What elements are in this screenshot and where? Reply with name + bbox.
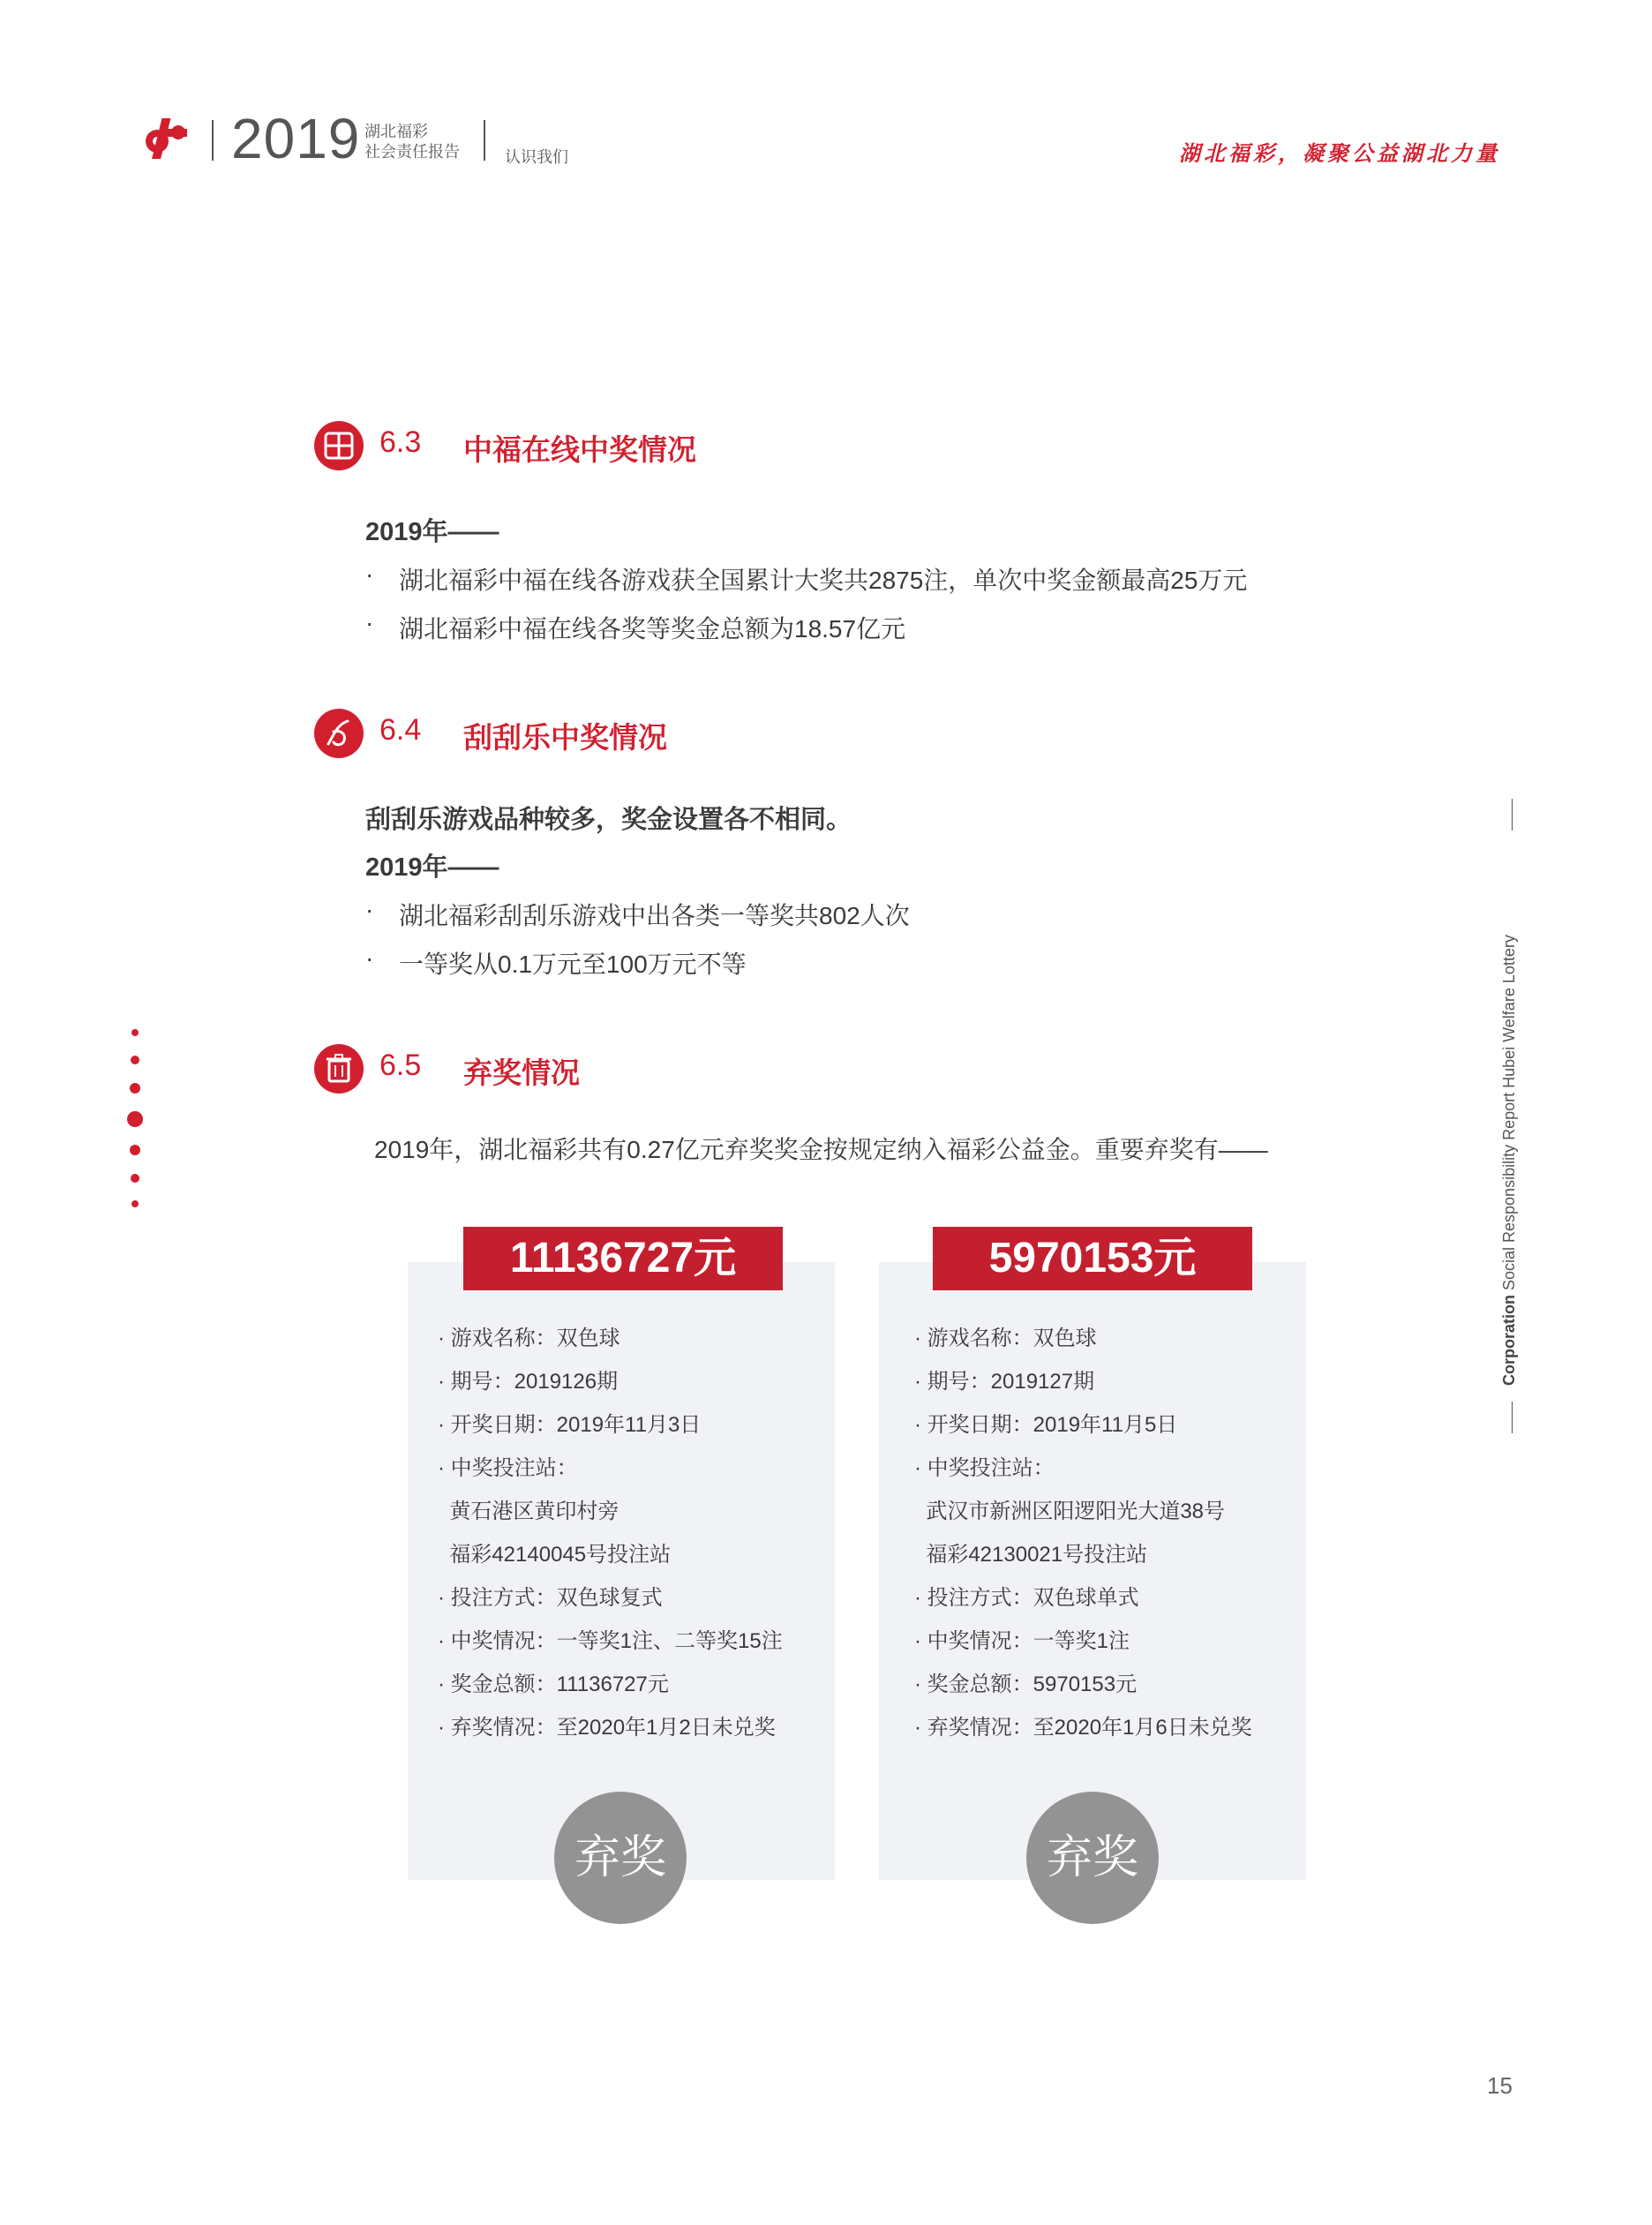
bullet-text: 湖北福彩中福在线各奖等奖金总额为18.57亿元 xyxy=(399,615,906,643)
side-label-rest: Social Responsibility Report Hubei Welfare Lottery xyxy=(1500,935,1518,1295)
card-line: · 开奖日期：2019年11月5日 xyxy=(914,1413,1178,1437)
abandon-summary: 2019年，湖北福彩共有0.27亿元弃奖奖金按规定纳入福彩公益金。重要弃奖有—— xyxy=(374,1136,1268,1163)
bullet-dot: · xyxy=(365,609,374,636)
abandoned-badge: 弃奖 xyxy=(554,1792,687,1924)
decorative-dot xyxy=(131,1200,139,1207)
trash-can-icon xyxy=(314,1044,364,1094)
decorative-dot xyxy=(131,1174,139,1183)
fortune-symbol-icon xyxy=(314,709,364,758)
abandoned-prize-card xyxy=(879,1262,1306,1880)
card-line: · 中奖情况：一等奖1注 xyxy=(914,1629,1130,1653)
card-line: 武汉市新洲区阳逻阳光大道38号 xyxy=(914,1500,1226,1523)
report-subtitle-line1: 湖北福彩 xyxy=(364,123,428,140)
side-rule xyxy=(1512,1402,1513,1433)
header-slogan: 湖北福彩，凝聚公益湖北力量 xyxy=(1179,142,1500,166)
card-line: 福彩42140045号投注站 xyxy=(438,1543,672,1567)
section-number: 6.3 xyxy=(379,425,422,459)
section-title: 弃奖情况 xyxy=(463,1056,580,1089)
card-line: · 投注方式：双色球复式 xyxy=(438,1586,663,1610)
card-line: · 开奖日期：2019年11月3日 xyxy=(438,1413,702,1437)
prize-amount: 5970153元 xyxy=(933,1227,1252,1290)
section-lead: 刮刮乐游戏品种较多，奖金设置各不相同。 xyxy=(365,806,852,834)
card-line: · 奖金总额：11136727元 xyxy=(438,1673,669,1696)
section-title: 刮刮乐中奖情况 xyxy=(463,721,667,754)
bullet-dot: · xyxy=(365,944,374,972)
section-number: 6.5 xyxy=(379,1049,422,1082)
abandoned-badge: 弃奖 xyxy=(1026,1792,1159,1924)
card-line: · 游戏名称：双色球 xyxy=(914,1327,1097,1350)
side-label-bold: Corporation xyxy=(1500,1295,1518,1386)
card-line: 福彩42130021号投注站 xyxy=(914,1543,1148,1567)
bullet-text: 湖北福彩中福在线各游戏获全国累计大奖共2875注，单次中奖金额最高25万元 xyxy=(399,567,1248,594)
chapter-name: 认识我们 xyxy=(505,148,568,166)
bullet-text: 一等奖从0.1万元至100万元不等 xyxy=(399,951,747,978)
welfare-lottery-logo xyxy=(139,117,189,161)
bullet-text: 湖北福彩刮刮乐游戏中出各类一等奖共802人次 xyxy=(399,902,910,929)
section-number: 6.4 xyxy=(379,713,422,747)
card-line: · 中奖投注站： xyxy=(438,1456,578,1480)
page-number: 15 xyxy=(1487,2072,1513,2099)
year-intro: 2019年—— xyxy=(365,853,499,882)
card-line: 黄石港区黄印村旁 xyxy=(438,1500,620,1523)
decorative-dot xyxy=(130,1083,140,1094)
report-subtitle xyxy=(364,122,460,162)
card-line: · 中奖投注站： xyxy=(914,1456,1055,1480)
card-line: · 期号：2019127期 xyxy=(914,1370,1095,1394)
card-line: · 期号：2019126期 xyxy=(438,1370,619,1394)
report-subtitle-line2: 社会责任报告 xyxy=(364,143,460,161)
card-line: · 弃奖情况：至2020年1月2日未兑奖 xyxy=(438,1716,776,1740)
fu-character-icon xyxy=(314,421,364,470)
report-year: 2019 xyxy=(231,107,361,170)
header-divider xyxy=(484,120,485,161)
bullet-dot: · xyxy=(365,896,374,923)
header-divider xyxy=(212,120,214,161)
year-intro: 2019年—— xyxy=(365,518,499,546)
decorative-dot xyxy=(130,1145,140,1155)
bullet-dot: · xyxy=(365,560,374,588)
prize-amount: 11136727元 xyxy=(463,1227,783,1290)
card-line: · 中奖情况：一等奖1注、二等奖15注 xyxy=(438,1629,783,1653)
side-label xyxy=(1500,935,1519,1386)
decorative-dot-active xyxy=(127,1111,143,1127)
section-title: 中福在线中奖情况 xyxy=(463,433,696,466)
card-line: · 弃奖情况：至2020年1月6日未兑奖 xyxy=(914,1716,1252,1740)
abandoned-prize-card xyxy=(408,1262,835,1880)
card-line: · 投注方式：双色球单式 xyxy=(914,1586,1139,1610)
side-rule xyxy=(1512,799,1513,831)
card-line: · 奖金总额：5970153元 xyxy=(914,1673,1138,1696)
card-line: · 游戏名称：双色球 xyxy=(438,1327,620,1350)
decorative-dot xyxy=(131,1029,139,1036)
decorative-dot xyxy=(131,1056,139,1064)
